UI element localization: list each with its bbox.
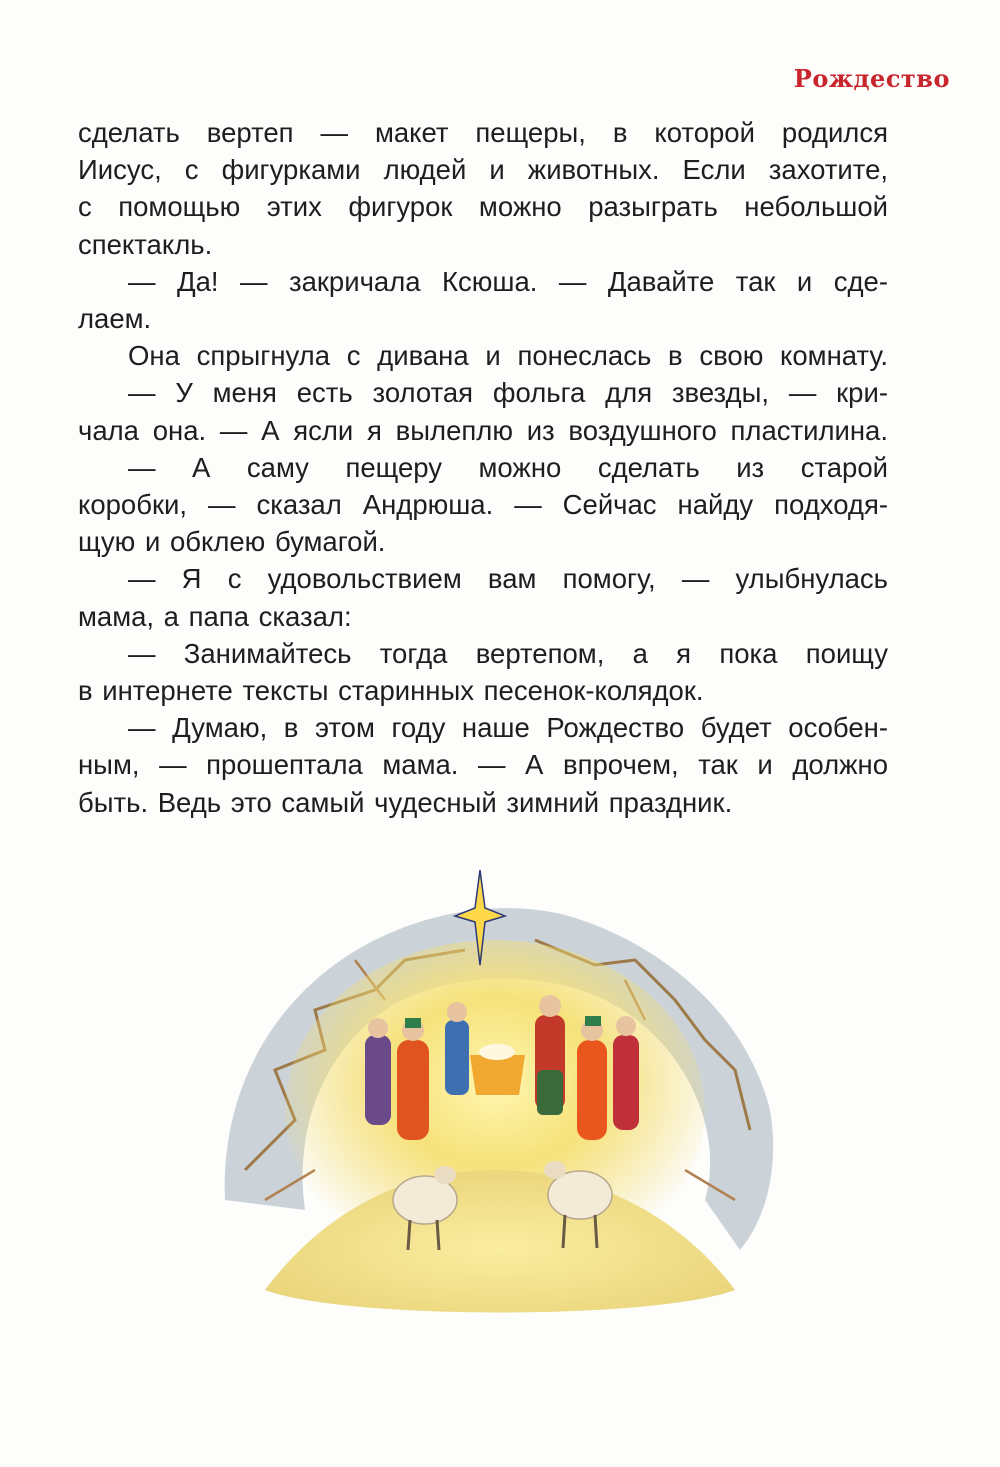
text-line: сделать вертеп — макет пещеры, в которой родился — [78, 117, 888, 148]
text-line: быть. Ведь это самый чудесный зимний праздник. — [78, 786, 733, 818]
text-line: — Думаю, в этом году наше Рождество будет особен- — [128, 712, 888, 744]
paragraph — [78, 263, 888, 337]
text-line: — Занимайтесь тогда вертепом, а я пока поищу — [128, 637, 888, 669]
paragraph — [78, 114, 888, 263]
text-line: — Я с удовольствием вам помогу, — улыбнулась — [128, 563, 888, 595]
running-head-title: Рождество — [793, 64, 950, 93]
text-line: в интернете тексты старинных песенок-колядок. — [78, 675, 704, 707]
text-line: коробки, — сказал Андрюша. — Сейчас найду подходя- — [78, 489, 888, 521]
paragraph — [78, 709, 888, 821]
paragraph — [78, 560, 888, 634]
text-line: — У меня есть золотая фольга для звезды, — кри- — [128, 377, 888, 409]
text-line: — Да! — закричала Ксюша. — Давайте так и сде- — [128, 265, 888, 297]
paragraph — [78, 635, 888, 709]
text-line: чала она. — А ясли я вылеплю из воздушного пластилина. — [78, 414, 888, 446]
paragraph — [78, 374, 888, 448]
paragraph — [78, 337, 888, 374]
text-line: Она спрыгнула с дивана и понеслась в свою комнату. — [128, 340, 888, 372]
text-line: — А саму пещеру можно сделать из старой — [128, 451, 888, 483]
text-line: щую и обклею бумагой. — [78, 526, 386, 558]
nativity-scene-illustration — [205, 870, 785, 1330]
paragraph — [78, 449, 888, 561]
story-text — [78, 114, 888, 821]
text-line: с помощью этих фигурок можно разыграть небольшой — [78, 191, 888, 223]
text-line: Иисус, с фигурками людей и животных. Если захотите, — [78, 154, 888, 186]
text-line: ным, — прошептала мама. — А впрочем, так и должно — [78, 749, 888, 781]
text-line: лаем. — [78, 303, 152, 335]
text-line: спектакль. — [78, 228, 213, 260]
text-line: мама, а папа сказал: — [78, 600, 352, 632]
